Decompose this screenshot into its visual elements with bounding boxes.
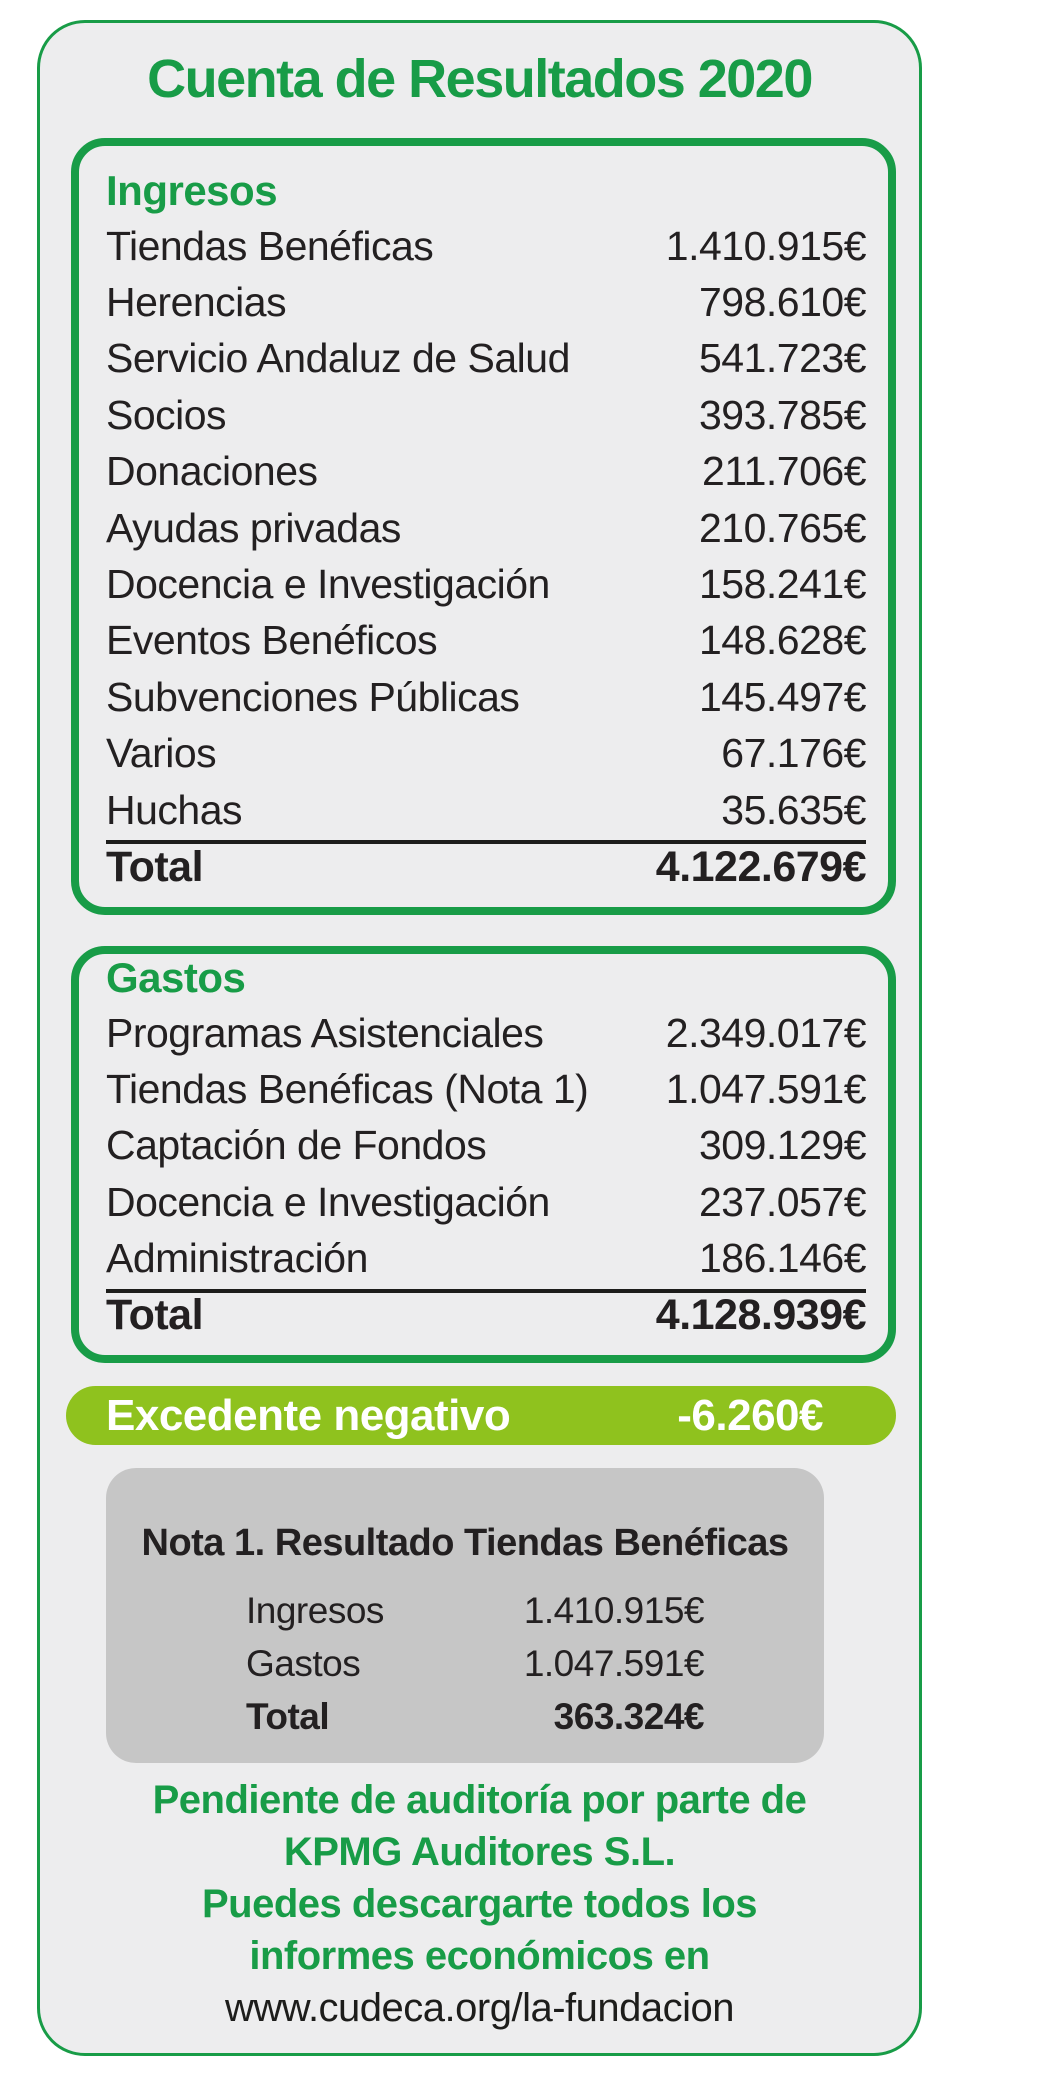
table-row (106, 274, 866, 330)
footer (40, 1774, 919, 2034)
income-section (71, 138, 896, 915)
row-value: 1.410.915€ (523, 1589, 704, 1631)
row-label: Administración (106, 1235, 368, 1282)
table-row (106, 331, 866, 387)
row-label: Donaciones (106, 448, 318, 495)
table-row (106, 782, 866, 838)
income-heading: Ingresos (106, 167, 278, 214)
row-label: Docencia e Investigación (106, 561, 550, 608)
table-row (106, 500, 866, 556)
table-row (106, 1231, 866, 1287)
footer-line: informes económicos en (249, 1934, 710, 1978)
expenses-rows (106, 1005, 866, 1287)
row-value: 363.324€ (553, 1695, 704, 1737)
row-label: Gastos (246, 1642, 361, 1684)
footer-line: KPMG Auditores S.L. (283, 1830, 676, 1874)
row-value: 145.497€ (698, 673, 866, 720)
table-row (106, 1174, 866, 1230)
row-value: 1.047.591€ (523, 1642, 704, 1684)
table-row (106, 387, 866, 443)
row-label: Tiendas Benéficas (106, 222, 434, 269)
results-card (37, 20, 922, 2056)
table-row (106, 1061, 866, 1117)
row-value: 1.410.915€ (665, 222, 866, 269)
total-value: 4.122.679€ (655, 842, 866, 891)
row-label: Ingresos (246, 1589, 384, 1631)
row-label: Programas Asistenciales (106, 1009, 544, 1056)
row-label: Captación de Fondos (106, 1122, 487, 1169)
row-value: 148.628€ (698, 617, 866, 664)
row-value: 186.146€ (698, 1235, 866, 1282)
table-row (246, 1584, 704, 1637)
page-title: Cuenta de Resultados 2020 (147, 49, 812, 109)
banner-label: Excedente negativo (106, 1390, 511, 1440)
total-value: 4.128.939€ (655, 1291, 866, 1340)
table-row (106, 669, 866, 725)
row-value: 1.047.591€ (665, 1066, 866, 1113)
footer-lines (40, 1774, 919, 1982)
row-label: Total (246, 1695, 330, 1737)
row-value: 35.635€ (721, 786, 866, 833)
table-row (246, 1637, 704, 1690)
row-value: 210.765€ (698, 504, 866, 551)
row-value: 798.610€ (698, 279, 866, 326)
note-box (106, 1468, 824, 1763)
income-total-row (106, 840, 866, 890)
note-rows (246, 1584, 704, 1743)
expenses-heading: Gastos (106, 954, 246, 1001)
row-value: 158.241€ (698, 561, 866, 608)
row-value: 211.706€ (702, 448, 866, 495)
expenses-section (71, 946, 896, 1363)
table-row (106, 1118, 866, 1174)
table-row (106, 613, 866, 669)
row-value: 393.785€ (698, 391, 866, 438)
note-title: Nota 1. Resultado Tiendas Benéficas (141, 1522, 789, 1564)
row-label: Docencia e Investigación (106, 1178, 550, 1225)
table-row (106, 444, 866, 500)
row-value: 309.129€ (698, 1122, 866, 1169)
table-row (246, 1690, 704, 1743)
row-label: Servicio Andaluz de Salud (106, 335, 570, 382)
row-label: Huchas (106, 786, 243, 833)
negative-surplus-banner (66, 1386, 896, 1445)
income-rows (106, 218, 866, 838)
footer-line: Puedes descargarte todos los (201, 1882, 758, 1926)
table-row (106, 726, 866, 782)
row-label: Eventos Benéficos (106, 617, 438, 664)
row-label: Ayudas privadas (106, 504, 401, 551)
table-row (106, 218, 866, 274)
total-label: Total (106, 842, 204, 891)
row-label: Socios (106, 391, 227, 438)
table-row (106, 1005, 866, 1061)
expenses-total-row (106, 1289, 866, 1339)
row-value: 237.057€ (698, 1178, 866, 1225)
row-label: Herencias (106, 279, 287, 326)
footer-line: Pendiente de auditoría por parte de (152, 1778, 807, 1822)
row-value: 2.349.017€ (665, 1009, 866, 1056)
row-value: 67.176€ (721, 730, 866, 777)
row-value: 541.723€ (698, 335, 866, 382)
row-label: Varios (106, 730, 217, 777)
row-label: Subvenciones Públicas (106, 673, 520, 720)
footer-url: www.cudeca.org/la-fundacion (224, 1986, 735, 2030)
total-label: Total (106, 1291, 204, 1340)
row-label: Tiendas Benéficas (Nota 1) (106, 1066, 589, 1113)
banner-value: -6.260€ (677, 1390, 823, 1440)
table-row (106, 556, 866, 612)
